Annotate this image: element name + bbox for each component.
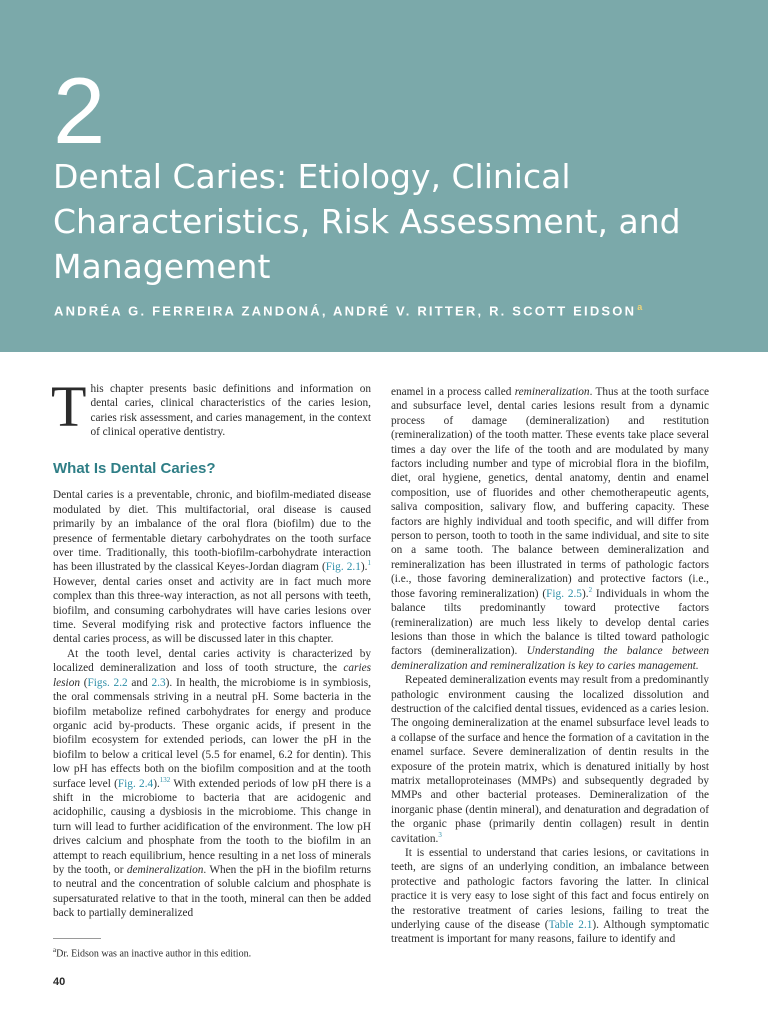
text-run: With extended periods of low pH there is a shift in the microbiome to bacteria that are acidogenic and acidophilic, causing a dysbiosis in the microbiome. This change in turn will lead to further acidification of the environment. The low pH drives calcium and phosphate from the tooth to the biofilm in an attempt to reach equilibrium, hence resulting in a net loss of minerals by the tooth, or	[53, 777, 372, 876]
body-paragraph	[391, 385, 709, 673]
chapter-authors	[54, 302, 642, 318]
text-run: However, dental caries onset and activity are in fact much more complex than this three-way interaction, as not all persons with teeth, biofilm, and consuming carbohydrates will have caries lesions over time. Several modifying risk and protective factors influence the dental caries process, as will be discussed later in this chapter.	[53, 575, 371, 646]
text-run: and	[127, 676, 152, 689]
figure-link[interactable]: Fig. 2.1	[325, 561, 361, 574]
figure-link[interactable]: Figs. 2.2	[87, 676, 128, 689]
drop-cap: T	[51, 374, 87, 439]
chapter-banner	[0, 0, 768, 352]
author-names: ANDRÉA G. FERREIRA ZANDONÁ, ANDRÉ V. RITTER, R. SCOTT EIDSON	[54, 303, 637, 319]
intro-text: his chapter presents basic definitions and information on dental caries, clinical characteristics of the caries lesion, caries risk assessment, and caries management, in the context of clinical operative dentistry.	[90, 383, 371, 439]
figure-link[interactable]: Fig. 2.4	[117, 777, 154, 790]
figure-link[interactable]: 2.3	[151, 676, 166, 689]
body-paragraph	[53, 488, 371, 646]
text-run: ). In health, the microbiome is in symbiosis, the oral commensals striving in a neutral pH. Some bacteria in the biofilm metabolize refined carbohydrates for energy and produce organic acid by-products. These organic acids, if present in the biofilm ecosystem for extended periods, can lower the pH in the biofilm to below a critical level (5.5 for enamel, 6.2 for dentin). This low pH has effects both on the biofilm composition and at the tooth surface level (	[53, 676, 371, 790]
section-heading: What Is Dental Caries?	[53, 460, 216, 477]
emphasis-text: demineralization	[126, 863, 204, 876]
right-column	[391, 385, 709, 947]
table-link[interactable]: Table 2.1	[548, 919, 593, 932]
intro-paragraph	[51, 374, 371, 442]
citation-link[interactable]: 132	[159, 775, 171, 784]
page-number: 40	[53, 976, 66, 988]
text-run: (	[80, 676, 88, 689]
footnote	[53, 946, 251, 959]
text-run: At the tooth level, dental caries activity is characterized by localized demineralization and loss of tooth structure, the	[53, 647, 371, 675]
chapter-title: Dental Caries: Etiology, Clinical Characteristics, Risk Assessment, and Management	[53, 157, 681, 286]
author-footnote-mark: a	[637, 302, 643, 312]
chapter-number: 2	[53, 58, 106, 163]
text-run: It is essential to understand that caries lesions, or cavitations in teeth, are signs of an underlying condition, an imbalance between protective and pathologic factors favoring the latter. In clinical practice it is very easy to lose sight of this fact and focus entirely on the restorative treatment of caries lesions, failing to treat the underlying cause of the disease (	[391, 847, 709, 932]
footnote-mark: a	[53, 946, 57, 954]
citation-link[interactable]: 3	[438, 830, 442, 839]
left-column	[51, 374, 372, 921]
footnote-text: Dr. Eidson was an inactive author in this edition.	[56, 948, 252, 960]
body-paragraph	[53, 647, 371, 921]
citation-link[interactable]: 2	[588, 585, 593, 594]
text-run: ).	[360, 561, 368, 574]
emphasis-text: caries lesion	[53, 662, 371, 689]
text-run: ).	[581, 587, 589, 600]
text-run: Individuals in whom the balance tilts predominantly toward protective factors (remineralization) are much less likely to develop dental caries lesions than those in which the balance is tilted toward pathologic factors (demineralization).	[391, 587, 709, 658]
text-run: Dental caries is a preventable, chronic, and biofilm-mediated disease modulated by diet. This multifactorial, oral disease is caused primarily by an imbalance of the oral flora (biofilm) due to the presence of fermentable dietary carbohydrates on the tooth surface over time. Traditionally, this tooth-biofilm-carbohydrate interaction has been illustrated by the classical Keyes-Jordan diagram (	[53, 489, 371, 574]
text-run: ).	[153, 777, 160, 790]
body-paragraph	[391, 673, 709, 846]
citation-link[interactable]: 1	[367, 559, 371, 568]
text-run: enamel in a process called	[391, 386, 515, 398]
emphasis-text: Understanding the balance between demineralization and remineralization is key to caries management.	[391, 645, 709, 672]
figure-link[interactable]: Fig. 2.5	[546, 587, 582, 600]
footnote-divider	[53, 938, 101, 939]
text-run: ). Although symptomatic treatment is important for many reasons, failure to identify and	[391, 919, 710, 946]
body-paragraph	[391, 846, 709, 947]
text-run: Repeated demineralization events may result from a predominantly pathologic environment causing the localized dissolution and destruction of the calcified dental tissues, evidenced as a caries lesion. The ongoing demineralization at the enamel subsurface level leads to a collapse of the surface and hence the formation of a cavitation in the enamel surface. Severe demineralization of dentin results in the exposure of the protein matrix, which is denatured initially by host matrix metalloproteinases (MMPs) and subsequently degraded by MMPs and other bacterial proteases. Demineralization of the inorganic phase (dentin mineral), and denaturation and degradation of the organic phase (primarily dentin collagen) result in dentin cavitation.	[391, 674, 709, 845]
text-run: . When the pH in the biofilm returns to neutral and the concentration of soluble calcium and phosphate is supersaturated relative to that in the tooth, mineral can then be added back to partially demineralized	[53, 863, 371, 920]
emphasis-text: remineralization	[514, 386, 590, 398]
text-run: . Thus at the tooth surface and subsurface level, dental caries lesions result from a dynamic process of damage (demineralization) and restitution (remineralization) of the tooth matter. These events take place several times a day over the life of the tooth and are modulated by many factors including number and type of microbial flora in the biofilm, diet, oral hygiene, genetics, dental anatomy, dentin and enamel composition, use of fluorides and other chemotherapeutic agents, saliva composition, salivary flow, and buffering capacity. These factors are highly individual and tooth specific, and will differ from person to person, tooth to tooth in the same individual, and site to site on a same tooth. The balance between demineralization and remineralization has been illustrated in terms of pathologic factors (i.e., those favoring demineralization) and protective factors (i.e., those favoring remineralization) (	[391, 386, 710, 600]
